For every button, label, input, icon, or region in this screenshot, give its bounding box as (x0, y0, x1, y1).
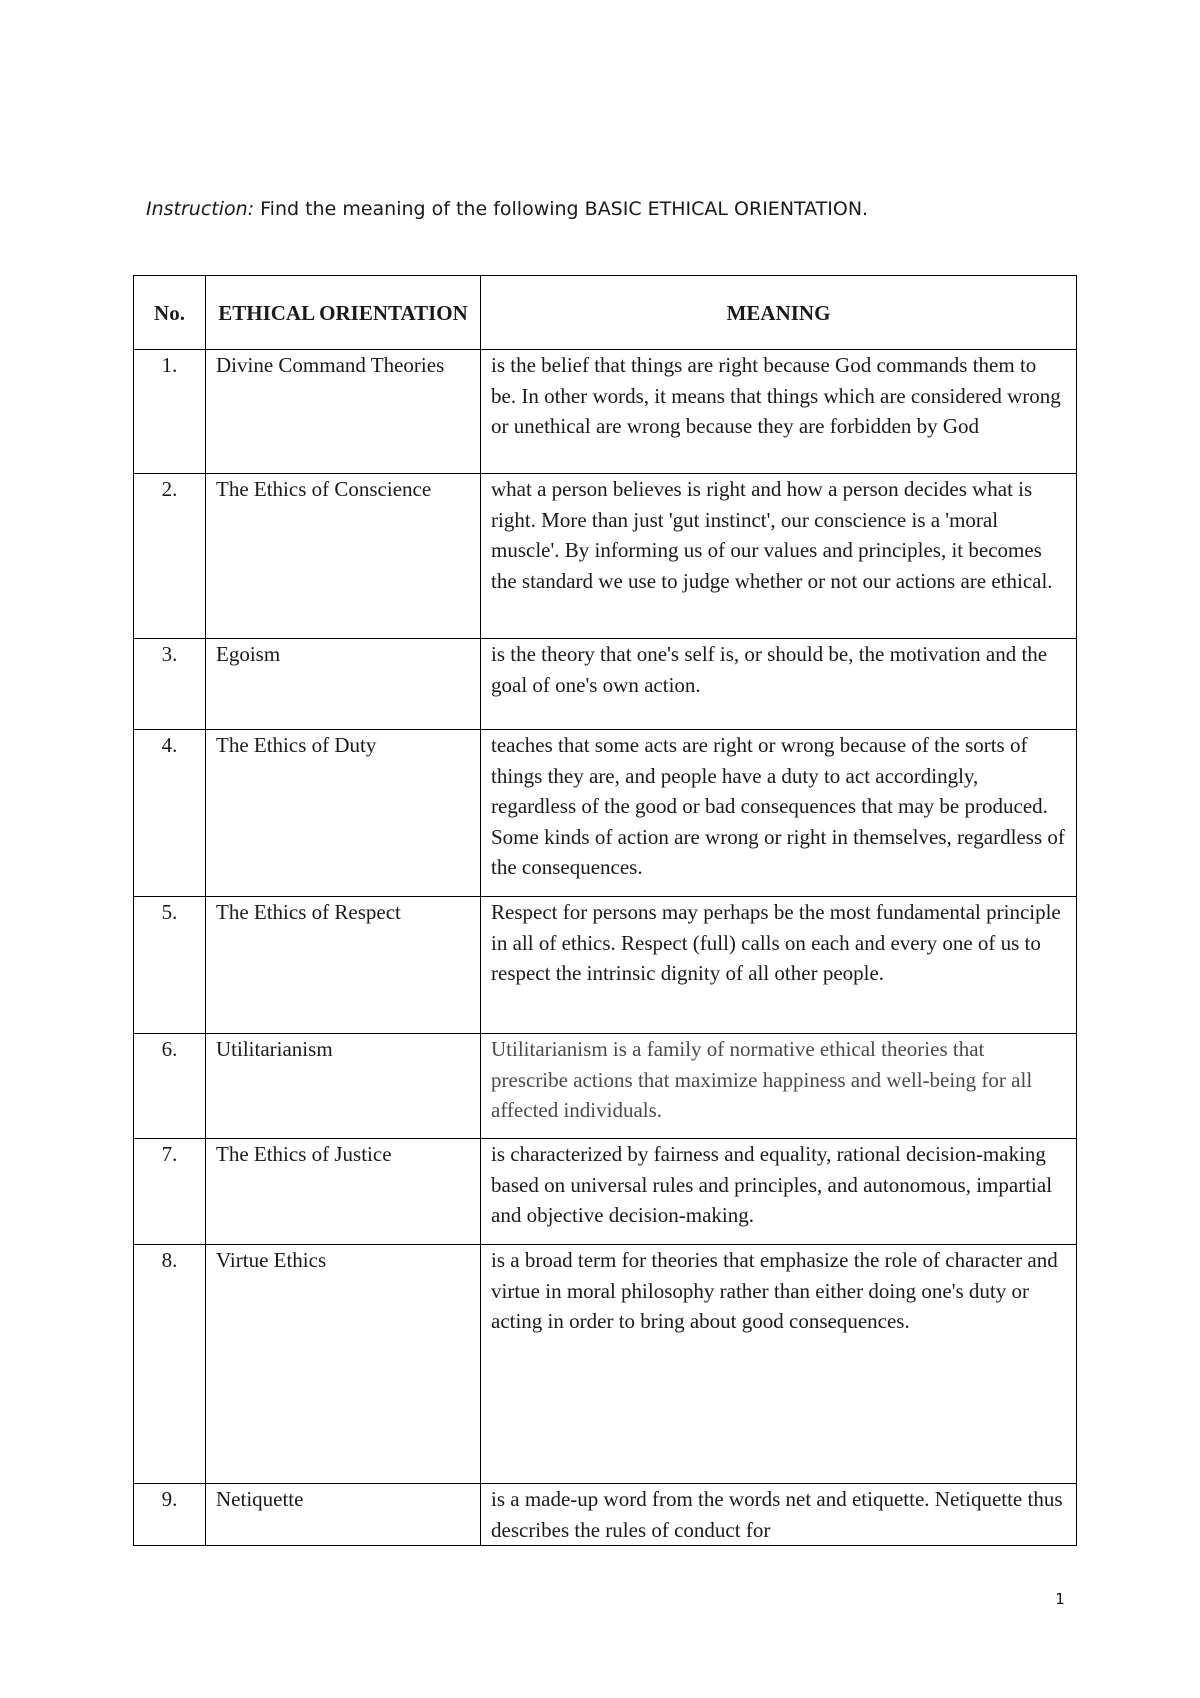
instruction-label: Instruction: (146, 198, 255, 220)
row-meaning: Respect for persons may perhaps be the most fundamental principle in all of ethics. Respect (full) calls on each and every one of us to respect the intrinsic dignity of all other people. (481, 897, 1077, 1034)
row-meaning: is a made-up word from the words net and etiquette. Netiquette thus describes the rules of conduct for (481, 1484, 1077, 1546)
table-row (134, 474, 1077, 639)
row-meaning: what a person believes is right and how a person decides what is right. More than just 'gut instinct', our conscience is a 'moral muscle'. By informing us of our values and principles, it becomes the standard we use to judge whether or not our actions are ethical. (481, 474, 1077, 639)
table-row (134, 730, 1077, 897)
row-number: 9. (134, 1484, 206, 1546)
row-orientation: Netiquette (206, 1484, 481, 1546)
row-orientation: Egoism (206, 639, 481, 730)
row-number: 6. (134, 1034, 206, 1139)
row-number: 7. (134, 1139, 206, 1245)
row-number: 3. (134, 639, 206, 730)
row-number: 4. (134, 730, 206, 897)
table-header-row (134, 276, 1077, 350)
row-number: 5. (134, 897, 206, 1034)
table-row (134, 639, 1077, 730)
table-row (134, 1484, 1077, 1546)
table-row (134, 1245, 1077, 1484)
instruction-line (146, 198, 868, 220)
row-orientation: Divine Command Theories (206, 350, 481, 474)
row-orientation: The Ethics of Justice (206, 1139, 481, 1245)
ethical-orientation-table (133, 275, 1077, 1546)
row-orientation: The Ethics of Respect (206, 897, 481, 1034)
row-orientation: The Ethics of Conscience (206, 474, 481, 639)
row-meaning: is a broad term for theories that emphasize the role of character and virtue in moral philosophy rather than either doing one's duty or acting in order to bring about good consequences. (481, 1245, 1077, 1484)
table-row (134, 1139, 1077, 1245)
table-row (134, 1034, 1077, 1139)
header-no: No. (134, 276, 206, 350)
row-orientation: Virtue Ethics (206, 1245, 481, 1484)
row-number: 8. (134, 1245, 206, 1484)
row-orientation: The Ethics of Duty (206, 730, 481, 897)
table-row (134, 350, 1077, 474)
row-number: 2. (134, 474, 206, 639)
row-meaning: is characterized by fairness and equality, rational decision-making based on universal rules and principles, and autonomous, impartial and objective decision-making. (481, 1139, 1077, 1245)
row-meaning: is the theory that one's self is, or should be, the motivation and the goal of one's own action. (481, 639, 1077, 730)
header-ethical-orientation: ETHICAL ORIENTATION (206, 276, 481, 350)
row-meaning: is the belief that things are right because God commands them to be. In other words, it means that things which are considered wrong or unethical are wrong because they are forbidden by God (481, 350, 1077, 474)
page-number: 1 (1055, 1590, 1065, 1608)
header-meaning: MEANING (481, 276, 1077, 350)
row-orientation: Utilitarianism (206, 1034, 481, 1139)
instruction-text: Find the meaning of the following BASIC ETHICAL ORIENTATION. (254, 198, 869, 220)
table-row (134, 897, 1077, 1034)
row-meaning: Utilitarianism is a family of normative ethical theories that prescribe actions that maximize happiness and well-being for all affected individuals. (481, 1034, 1077, 1139)
row-meaning: teaches that some acts are right or wrong because of the sorts of things they are, and people have a duty to act accordingly, regardless of the good or bad consequences that may be produced. Some kinds of action are wrong or right in themselves, regardless of the consequences. (481, 730, 1077, 897)
row-number: 1. (134, 350, 206, 474)
